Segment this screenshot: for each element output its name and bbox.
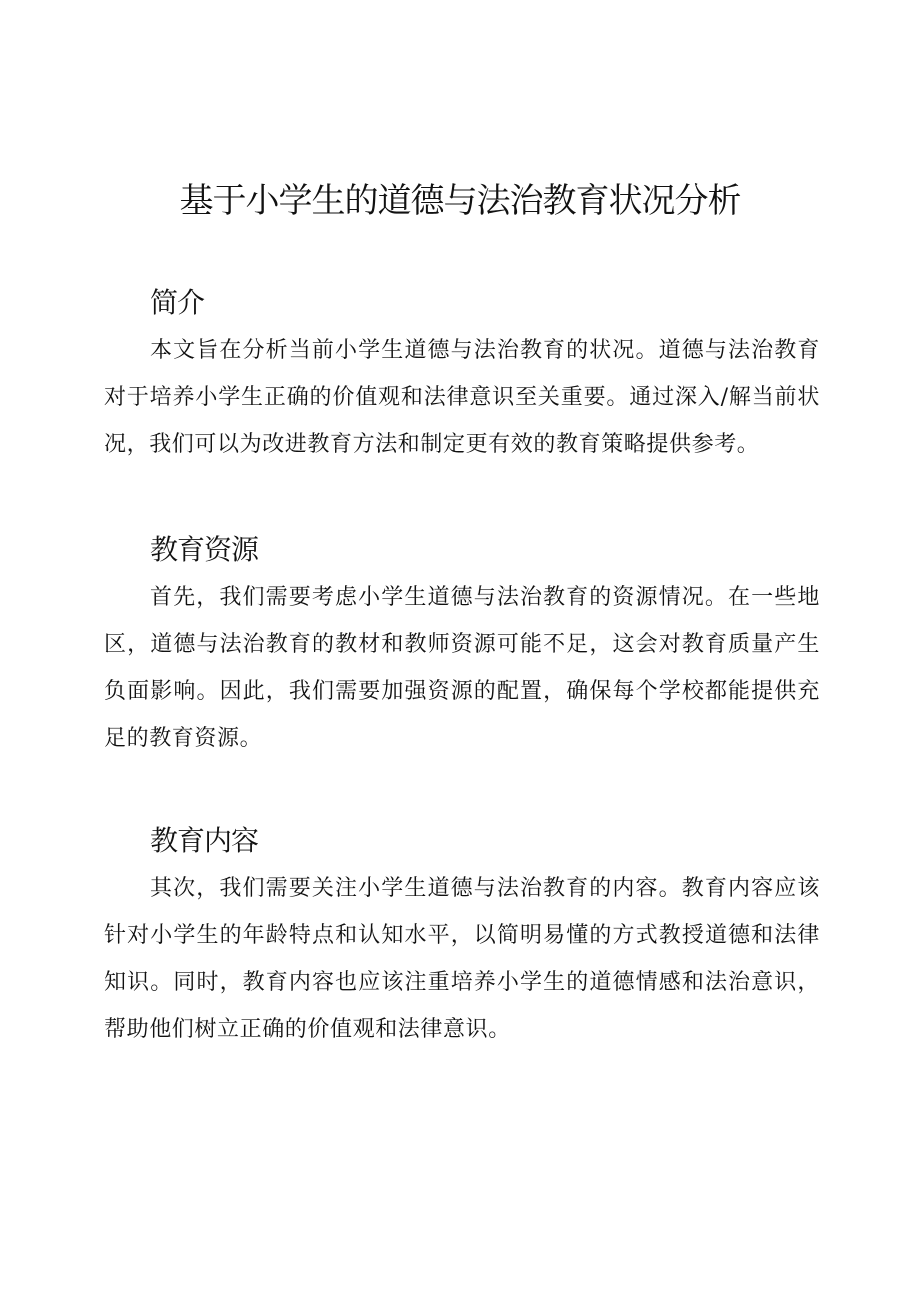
document-title: 基于小学生的道德与法治教育状况分析 <box>179 181 741 221</box>
section-education-resources <box>104 526 820 762</box>
section-introduction <box>104 279 820 468</box>
section-education-content <box>104 817 820 1053</box>
section-heading: 教育资源 <box>150 533 259 566</box>
section-heading: 简介 <box>150 286 205 319</box>
section-heading: 教育内容 <box>150 824 259 857</box>
section-paragraph: 首先，我们需要考虑小学生道德与法治教育的资源情况。在一些地区，道德与法治教育的教材和教师资源可能不足，这会对教育质量产生负面影响。因此，我们需要加强资源的配置，确保每个学校都能提供充足的教育资源。 <box>104 585 820 751</box>
section-paragraph: 本文旨在分析当前小学生道德与法治教育的状况。道德与法治教育对于培养小学生正确的价值观和法律意识至关重要。通过深入/解当前状况，我们可以为改进教育方法和制定更有效的教育策略提供参考。 <box>104 338 820 457</box>
section-paragraph: 其次，我们需要关注小学生道德与法治教育的内容。教育内容应该针对小学生的年龄特点和认知水平，以简明易懂的方式教授道德和法律知识。同时，教育内容也应该注重培养小学生的道德情感和法治意识，帮助他们树立正确的价值观和法律意识。 <box>104 876 820 1042</box>
